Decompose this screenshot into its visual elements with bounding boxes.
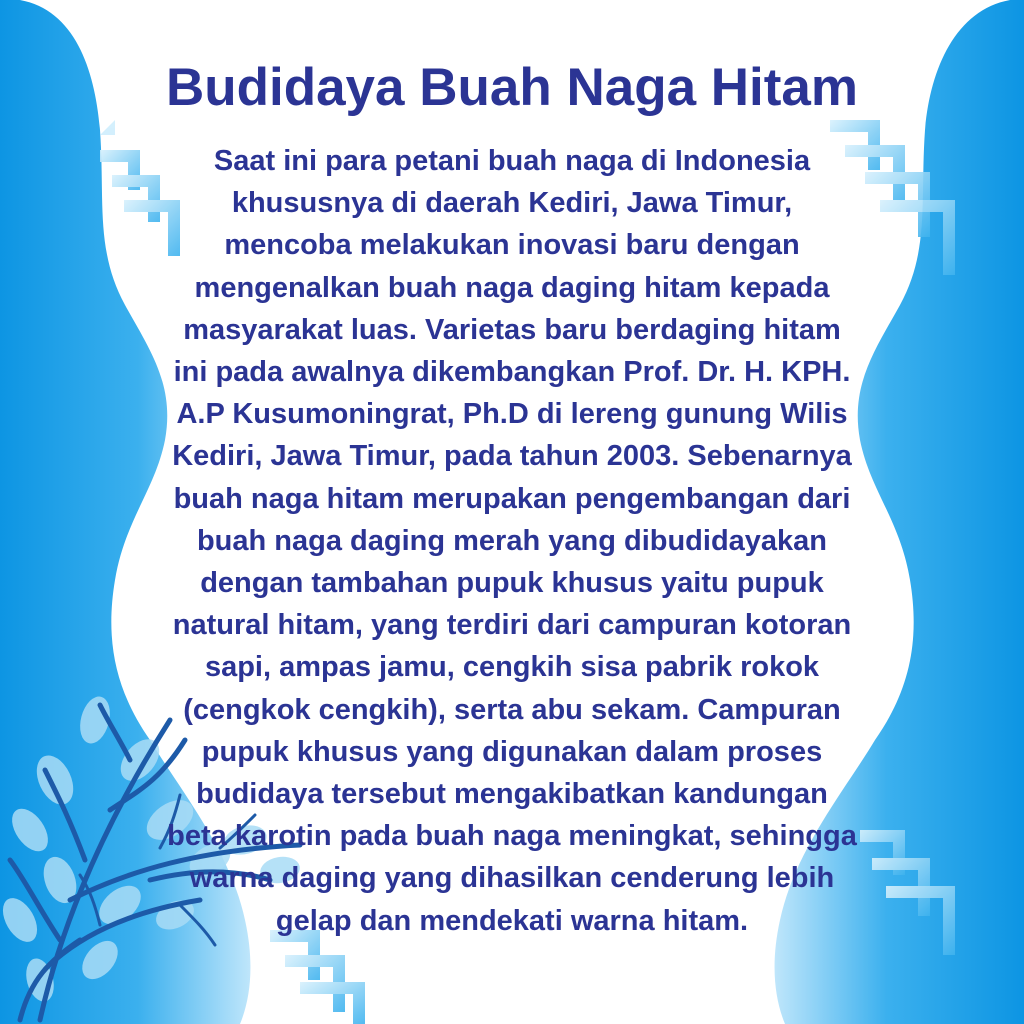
chevron-group-bottom <box>270 930 365 1024</box>
paragraph-line: mengenalkan buah naga daging hitam kepada <box>194 271 830 304</box>
paragraph-line: mencoba melakukan inovasi baru dengan <box>224 229 800 262</box>
paragraph-line: beta karotin pada buah naga meningkat, sehingga <box>167 820 857 853</box>
paragraph-line: (cengkok cengkih), serta abu sekam. Campuran <box>183 693 841 726</box>
paragraph-line: dengan tambahan pupuk khusus yaitu pupuk <box>200 567 824 600</box>
paragraph-line: pupuk khusus yang digunakan dalam proses <box>201 735 823 768</box>
paragraph-line: buah naga hitam merupakan pengembangan dari <box>173 482 851 515</box>
page-title: Budidaya Buah Naga Hitam <box>165 58 859 117</box>
paragraph-line: natural hitam, yang terdiri dari campuran kotoran <box>172 609 852 642</box>
paragraph-line: gelap dan mendekati warna hitam. <box>275 904 749 937</box>
paragraph-line: khususnya di daerah Kediri, Jawa Timur, <box>231 187 793 220</box>
paragraph-line: warna daging yang dihasilkan cenderung lebih <box>189 862 835 895</box>
paragraph-line: ini pada awalnya dikembangkan Prof. Dr. H. KPH. <box>173 356 851 389</box>
paragraph-line: buah naga daging merah yang dibudidayakan <box>196 524 828 557</box>
paragraph-line: masyarakat luas. Varietas baru berdaging hitam <box>183 313 841 346</box>
paragraph-line: A.P Kusumoningrat, Ph.D di lereng gunung Wilis <box>176 398 848 431</box>
paragraph-line: Kediri, Jawa Timur, pada tahun 2003. Sebenarnya <box>172 440 852 473</box>
paragraph-line: sapi, ampas jamu, cengkih sisa pabrik rokok <box>204 651 820 684</box>
body-paragraph <box>90 140 934 942</box>
paragraph-line: budidaya tersebut mengakibatkan kandungan <box>196 778 828 811</box>
paragraph-line: Saat ini para petani buah naga di Indonesia <box>213 145 811 177</box>
